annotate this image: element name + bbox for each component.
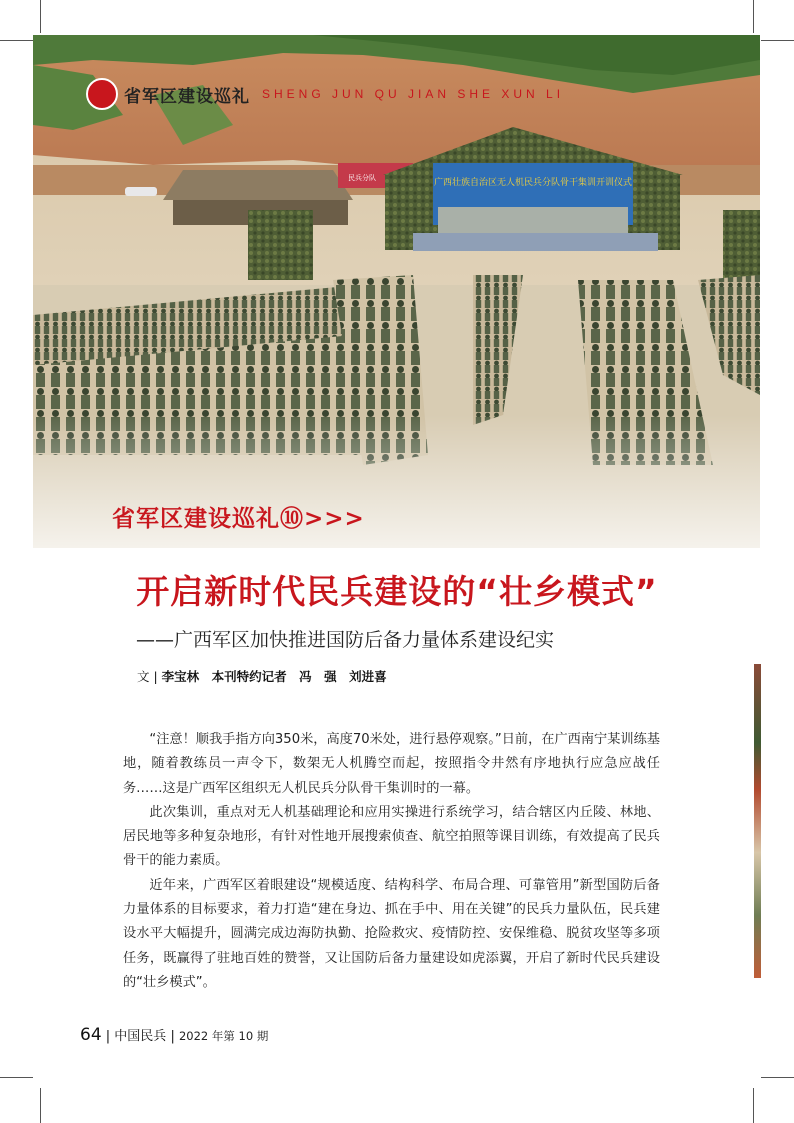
crop-mark-top-right-v bbox=[753, 0, 754, 33]
section-pinyin: SHENG JUN QU JIAN SHE XUN LI bbox=[262, 87, 565, 101]
hero-photo bbox=[33, 35, 760, 548]
page-footer bbox=[80, 1025, 268, 1045]
issue-label: 2022 年第 10 期 bbox=[178, 1029, 269, 1043]
next-page-photo-edge bbox=[754, 664, 761, 978]
byline bbox=[137, 667, 387, 685]
footer-separator: | bbox=[166, 1029, 179, 1044]
magazine-name: 中国民兵 bbox=[114, 1029, 167, 1044]
page-number: 64 bbox=[80, 1025, 102, 1045]
series-banner: 省军区建设巡礼⑩>>> bbox=[112, 505, 365, 532]
section-logo-icon bbox=[86, 78, 118, 110]
byline-authors: 李宝林 本刊特约记者 冯 强 刘进喜 bbox=[161, 669, 387, 684]
crop-mark-top-left-h bbox=[0, 40, 33, 41]
bus-sign: 民兵分队 bbox=[348, 174, 376, 182]
crop-mark-top-right-h bbox=[761, 40, 794, 41]
stage-banner: 广西壮族自治区无人机民兵分队骨干集训开训仪式 bbox=[433, 178, 633, 188]
paragraph: 此次集训，重点对无人机基础理论和应用实操进行系统学习，结合辖区内丘陵、林地、居民地等多种复杂地形，有针对性地开展搜索侦查、航空拍照等课目训练，有效提高了民兵骨干的能力素质。 bbox=[123, 804, 660, 869]
article-headline: 开启新时代民兵建设的“壮乡模式” bbox=[136, 572, 658, 611]
byline-lead: 文 | bbox=[137, 669, 162, 684]
article-subheadline: ——广西军区加快推进国防后备力量体系建设纪实 bbox=[136, 629, 555, 651]
section-title: 省军区建设巡礼 bbox=[124, 87, 250, 107]
crop-mark-bottom-right-v bbox=[753, 1088, 754, 1123]
crop-mark-top-left-v bbox=[40, 0, 41, 33]
hero-photo-illustration bbox=[33, 35, 760, 548]
footer-separator: | bbox=[101, 1029, 115, 1044]
paragraph: “注意！顺我手指方向350米，高度70米处，进行悬停观察。”日前，在广西南宁某训练基地，随着教练员一声令下，数架无人机腾空而起，按照指令井然有序地执行应急应战任务……这是广西军区组织无人机民兵分队骨干集训时的一幕。 bbox=[123, 732, 660, 796]
crop-mark-bottom-left-h bbox=[0, 1077, 33, 1078]
article-body bbox=[123, 728, 660, 995]
paragraph: 近年来，广西军区着眼建设“规模适度、结构科学、布局合理、可靠管用”新型国防后备力量体系的目标要求，着力打造“建在身边、抓在手中、用在关键”的民兵力量队伍，民兵建设水平大幅提升，圆满完成边海防执勤、抢险救灾、疫情防控、安保维稳、脱贫攻坚等多项任务，既赢得了驻地百姓的赞誉，又让国防后备力量建设如虎添翼，开启了新时代民兵建设的“壮乡模式”。 bbox=[123, 877, 660, 990]
crop-mark-bottom-left-v bbox=[40, 1088, 41, 1123]
crop-mark-bottom-right-h bbox=[761, 1077, 794, 1078]
